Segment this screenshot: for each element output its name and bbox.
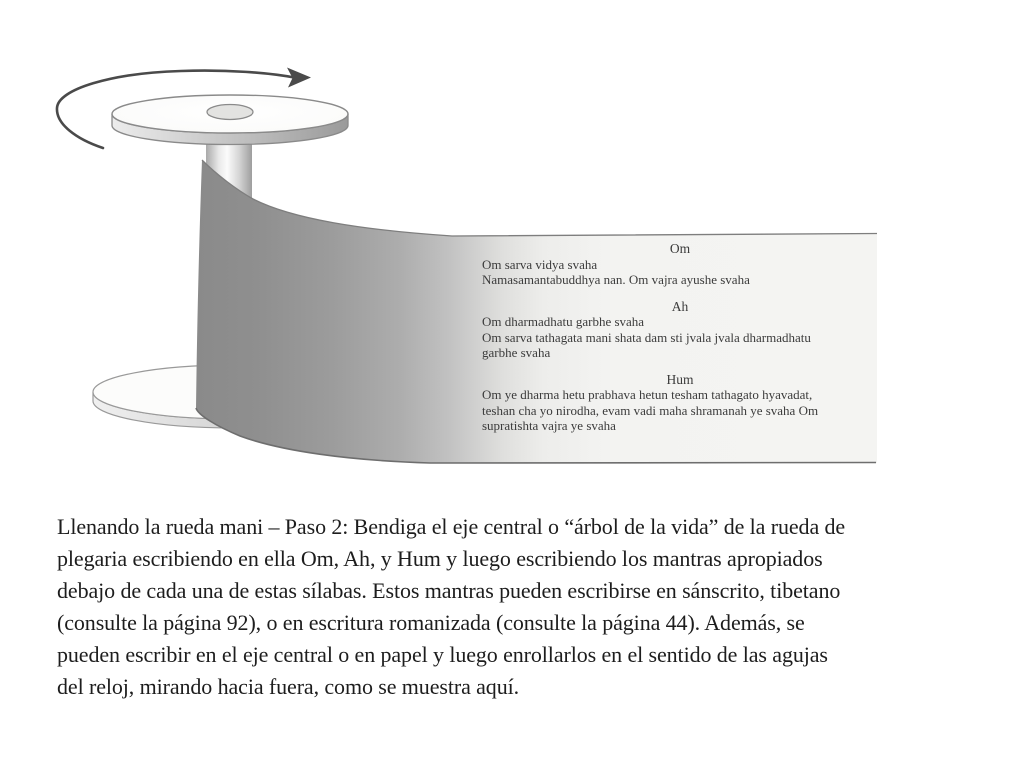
caption-line: Llenando la rueda mani – Paso 2: Bendiga el eje central o “árbol de la vida” de la rueda de bbox=[57, 514, 846, 539]
caption-line: plegaria escribiendo en ella Om, Ah, y Hum y luego escribiendo los mantras apropiados bbox=[57, 546, 823, 571]
top-disc bbox=[112, 95, 348, 145]
mantra-line: Om sarva vidya svaha bbox=[482, 256, 598, 272]
caption-line: (consulte la página 92), o en escritura romanizada (consulte la página 44). Además, se bbox=[57, 610, 805, 635]
spindle-hole-icon bbox=[207, 105, 253, 120]
mantra-section-hum bbox=[482, 372, 878, 434]
caption-paragraph bbox=[57, 511, 1007, 703]
caption-line: debajo de cada una de estas sílabas. Estos mantras pueden escribirse en sánscrito, tibetano bbox=[57, 578, 841, 603]
mantra-line: Namasamantabuddhya nan. Om vajra ayushe svaha bbox=[482, 272, 750, 287]
mantra-line: Om ye dharma hetu prabhava hetun tesham tathagato hyavadat, bbox=[482, 387, 813, 402]
caption-line: del reloj, mirando hacia fuera, como se muestra aquí. bbox=[57, 674, 520, 699]
mantra-heading: Om bbox=[669, 241, 691, 256]
scroll-text-block bbox=[482, 241, 878, 434]
mantra-section-om bbox=[482, 241, 878, 288]
mantra-line: teshan cha yo nirodha, evam vadi maha shramanah ye svaha Om bbox=[482, 402, 819, 418]
mantra-line: Om sarva tathagata mani shata dam sti jvala jvala dharmadhatu bbox=[482, 329, 811, 345]
caption-line: pueden escribir en el eje central o en papel y luego enrollarlos en el sentido de las agujas bbox=[57, 642, 828, 667]
mantra-heading: Ah bbox=[671, 298, 689, 314]
mantra-line: garbhe svaha bbox=[482, 345, 551, 360]
mantra-heading: Hum bbox=[666, 371, 694, 387]
mantra-line: supratishta vajra ye svaha bbox=[482, 418, 616, 433]
mantra-line: Om dharmadhatu garbhe svaha bbox=[482, 314, 645, 329]
mantra-section-ah bbox=[482, 299, 878, 361]
